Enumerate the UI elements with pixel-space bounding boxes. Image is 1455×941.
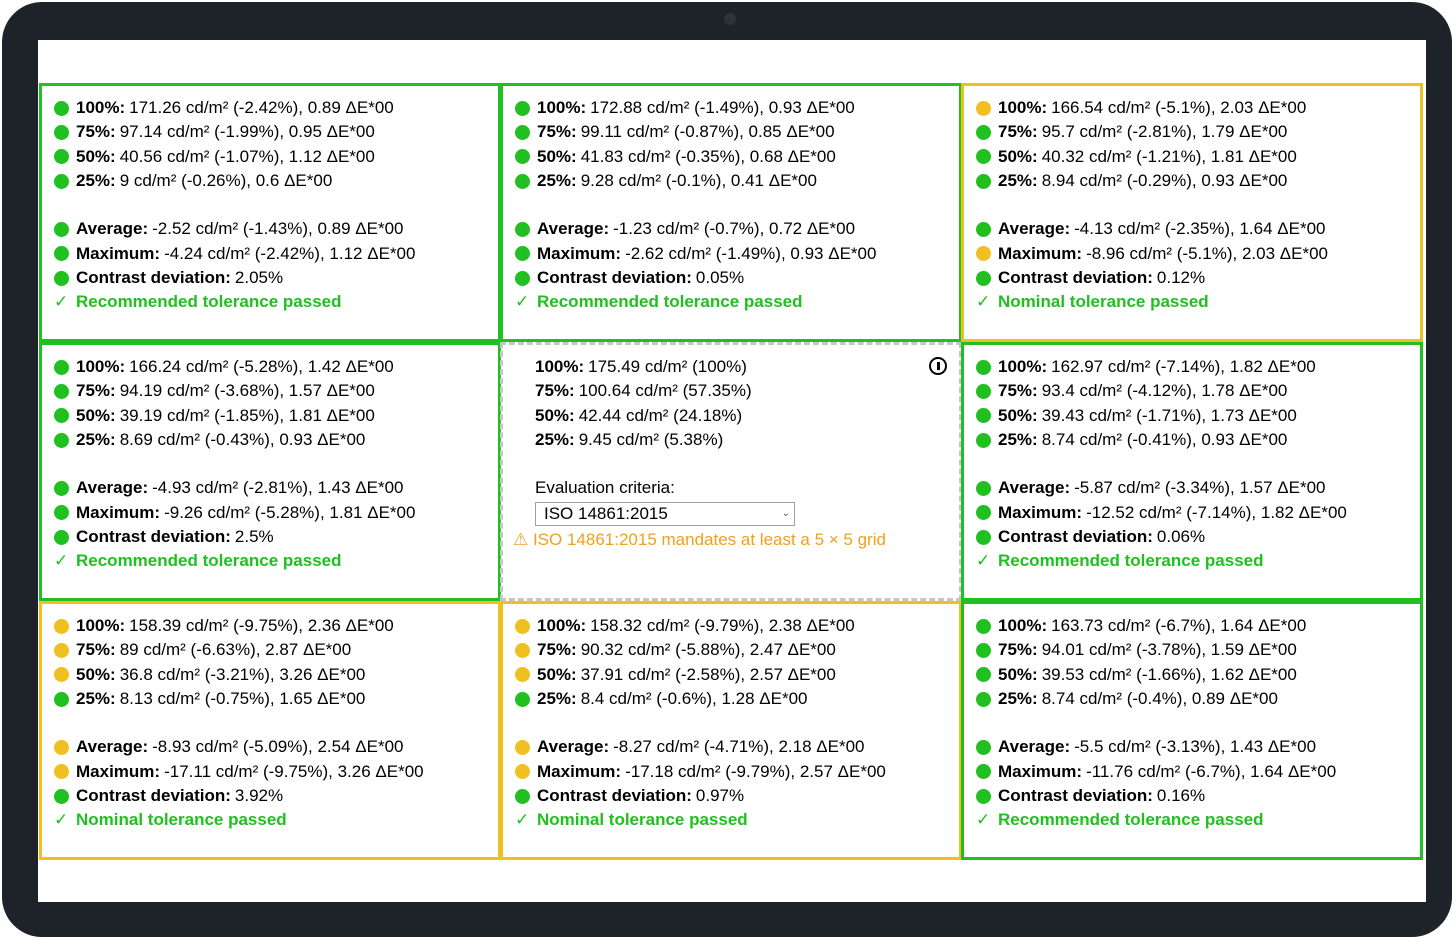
row-value: 162.97 cd/m² (-7.14%), 1.82 ΔE*00	[1051, 357, 1316, 376]
row-label: Average:	[998, 478, 1071, 498]
measurement-row	[54, 687, 488, 711]
measurement-row	[976, 379, 1410, 403]
status-dot-icon	[976, 764, 991, 779]
status-dot-icon	[976, 789, 991, 804]
status-dot-icon	[54, 360, 69, 375]
measurement-row	[976, 355, 1410, 379]
checkmark-icon: ✓	[976, 551, 991, 571]
measurement-row	[54, 501, 488, 525]
checkmark-icon: ✓	[515, 810, 530, 830]
status-dot-icon	[54, 643, 69, 658]
row-value: -8.93 cd/m² (-5.09%), 2.54 ΔE*00	[152, 737, 404, 757]
row-label: 100%:	[76, 616, 126, 635]
row-value: 175.49 cd/m² (100%)	[588, 357, 747, 376]
verdict-text: Recommended tolerance passed	[998, 810, 1264, 830]
status-dot-icon	[515, 740, 530, 755]
screen	[38, 40, 1426, 902]
measurement-row	[976, 760, 1410, 784]
status-dot-icon	[976, 384, 991, 399]
row-label: 25%:	[998, 688, 1038, 708]
row-value: 2.5%	[234, 527, 274, 547]
measurement-row	[54, 735, 488, 759]
measurement-row	[976, 120, 1410, 144]
row-value: 94.19 cd/m² (-3.68%), 1.57 ΔE*00	[119, 381, 375, 401]
row-value: 158.32 cd/m² (-9.79%), 2.38 ΔE*00	[590, 616, 855, 635]
row-value: 93.4 cd/m² (-4.12%), 1.78 ΔE*00	[1041, 381, 1288, 401]
row-value: -17.18 cd/m² (-9.79%), 2.57 ΔE*00	[625, 761, 886, 781]
measurement-row	[54, 614, 488, 638]
tolerance-verdict	[976, 808, 1410, 832]
measurement-row	[515, 120, 949, 144]
status-dot-icon	[976, 222, 991, 237]
spacer	[515, 711, 949, 735]
row-label: Maximum:	[998, 502, 1083, 522]
status-dot-icon	[54, 692, 69, 707]
row-label: Average:	[76, 737, 149, 757]
status-dot-icon	[976, 740, 991, 755]
status-dot-icon	[54, 667, 69, 682]
measurement-row	[976, 525, 1410, 549]
status-dot-icon	[515, 619, 530, 634]
measurement-row	[535, 379, 949, 403]
row-label: 100%:	[537, 616, 587, 635]
row-label: Average:	[998, 219, 1071, 239]
row-value: 8.74 cd/m² (-0.41%), 0.93 ΔE*00	[1041, 429, 1288, 449]
row-label: Contrast deviation:	[537, 268, 692, 288]
row-label: Maximum:	[76, 243, 161, 263]
row-value: 0.97%	[695, 786, 745, 806]
status-dot-icon	[54, 481, 69, 496]
measurement-row	[976, 476, 1410, 500]
status-dot-icon	[54, 101, 69, 116]
status-dot-icon	[976, 692, 991, 707]
row-label: 50%:	[76, 664, 116, 684]
row-value: 39.53 cd/m² (-1.66%), 1.62 ΔE*00	[1041, 664, 1297, 684]
row-value: -8.96 cd/m² (-5.1%), 2.03 ΔE*00	[1086, 243, 1328, 263]
measurement-row	[515, 663, 949, 687]
status-dot-icon	[976, 101, 991, 116]
row-value: 172.88 cd/m² (-1.49%), 0.93 ΔE*00	[590, 98, 855, 117]
row-value: 40.32 cd/m² (-1.21%), 1.81 ΔE*00	[1041, 146, 1297, 166]
row-label: Average:	[998, 737, 1071, 757]
uniformity-cell-top-center	[500, 83, 962, 342]
row-label: 25%:	[998, 170, 1038, 190]
row-value: 8.74 cd/m² (-0.4%), 0.89 ΔE*00	[1041, 688, 1278, 708]
uniformity-cell-bottom-center	[500, 601, 962, 860]
uniformity-cell-middle-right	[961, 342, 1423, 601]
status-dot-icon	[515, 692, 530, 707]
row-value: 94.01 cd/m² (-3.78%), 1.59 ΔE*00	[1041, 640, 1297, 660]
row-label: 100%:	[998, 357, 1048, 376]
status-dot-icon	[54, 408, 69, 423]
row-value: -8.27 cd/m² (-4.71%), 2.18 ΔE*00	[613, 737, 865, 757]
status-dot-icon	[515, 764, 530, 779]
checkmark-icon: ✓	[54, 292, 69, 312]
status-dot-icon	[976, 408, 991, 423]
status-dot-icon	[515, 789, 530, 804]
row-label: Maximum:	[76, 761, 161, 781]
verdict-text: Recommended tolerance passed	[537, 292, 803, 312]
row-label: Average:	[537, 737, 610, 757]
status-dot-icon	[54, 174, 69, 189]
row-label: Contrast deviation:	[998, 268, 1153, 288]
row-label: 50%:	[76, 146, 116, 166]
measurement-row	[976, 404, 1410, 428]
measurement-row	[976, 614, 1410, 638]
measurement-row	[515, 638, 949, 662]
status-dot-icon	[515, 125, 530, 140]
measurement-row	[976, 663, 1410, 687]
measurement-row	[54, 242, 488, 266]
verdict-text: Recommended tolerance passed	[998, 551, 1264, 571]
row-label: 100%:	[535, 357, 585, 376]
verdict-text: Nominal tolerance passed	[998, 292, 1209, 312]
row-label: 75%:	[537, 640, 577, 660]
row-value: 90.32 cd/m² (-5.88%), 2.47 ΔE*00	[580, 640, 836, 660]
row-value: -5.87 cd/m² (-3.34%), 1.57 ΔE*00	[1074, 478, 1326, 498]
measurement-row	[54, 404, 488, 428]
row-label: 25%:	[76, 170, 116, 190]
measurement-row	[515, 760, 949, 784]
row-value: -5.5 cd/m² (-3.13%), 1.43 ΔE*00	[1074, 737, 1317, 757]
row-value: 95.7 cd/m² (-2.81%), 1.79 ΔE*00	[1041, 122, 1288, 142]
row-value: 0.05%	[695, 268, 745, 288]
row-label: 100%:	[998, 616, 1048, 635]
row-value: -9.26 cd/m² (-5.28%), 1.81 ΔE*00	[164, 502, 416, 522]
row-label: Average:	[76, 478, 149, 498]
status-dot-icon	[976, 246, 991, 261]
status-dot-icon	[976, 643, 991, 658]
status-dot-icon	[54, 433, 69, 448]
row-label: 50%:	[535, 405, 575, 425]
row-label: 100%:	[537, 98, 587, 117]
row-label: Contrast deviation:	[998, 527, 1153, 547]
verdict-text: Recommended tolerance passed	[76, 551, 342, 571]
tolerance-verdict	[515, 808, 949, 832]
row-value: -4.93 cd/m² (-2.81%), 1.43 ΔE*00	[152, 478, 404, 498]
row-value: 42.44 cd/m² (24.18%)	[578, 405, 743, 425]
row-value: -17.11 cd/m² (-9.75%), 3.26 ΔE*00	[164, 761, 424, 781]
status-dot-icon	[515, 643, 530, 658]
tolerance-verdict	[515, 290, 949, 314]
row-label: 25%:	[76, 688, 116, 708]
row-value: 39.19 cd/m² (-1.85%), 1.81 ΔE*00	[119, 405, 375, 425]
row-value: 89 cd/m² (-6.63%), 2.87 ΔE*00	[119, 640, 352, 660]
row-label: Contrast deviation:	[76, 527, 231, 547]
tablet-frame	[2, 2, 1452, 937]
checkmark-icon: ✓	[515, 292, 530, 312]
row-label: 75%:	[998, 381, 1038, 401]
info-icon[interactable]	[929, 357, 947, 375]
measurement-row	[54, 428, 488, 452]
row-label: 25%:	[998, 429, 1038, 449]
status-dot-icon	[976, 433, 991, 448]
row-value: 9.45 cd/m² (5.38%)	[578, 429, 724, 449]
checkmark-icon: ✓	[976, 292, 991, 312]
verdict-text: Nominal tolerance passed	[537, 810, 748, 830]
measurement-row	[976, 784, 1410, 808]
status-dot-icon	[976, 481, 991, 496]
status-dot-icon	[515, 101, 530, 116]
status-dot-icon	[515, 667, 530, 682]
measurement-row	[976, 687, 1410, 711]
status-dot-icon	[54, 125, 69, 140]
row-label: 75%:	[998, 640, 1038, 660]
row-value: 37.91 cd/m² (-2.58%), 2.57 ΔE*00	[580, 664, 836, 684]
verdict-text: Recommended tolerance passed	[76, 292, 342, 312]
reference-cell-center	[500, 342, 962, 601]
row-label: Maximum:	[537, 761, 622, 781]
status-dot-icon	[976, 505, 991, 520]
row-value: 163.73 cd/m² (-6.7%), 1.64 ΔE*00	[1051, 616, 1307, 635]
status-dot-icon	[54, 740, 69, 755]
row-value: -2.52 cd/m² (-1.43%), 0.89 ΔE*00	[152, 219, 404, 239]
status-dot-icon	[54, 505, 69, 520]
spacer	[976, 193, 1410, 217]
row-value: 8.4 cd/m² (-0.6%), 1.28 ΔE*00	[580, 688, 808, 708]
measurement-row	[54, 169, 488, 193]
row-label: Average:	[537, 219, 610, 239]
row-value: 8.94 cd/m² (-0.29%), 0.93 ΔE*00	[1041, 170, 1288, 190]
spacer	[976, 711, 1410, 735]
measurement-row	[976, 169, 1410, 193]
status-dot-icon	[515, 174, 530, 189]
measurement-row	[515, 735, 949, 759]
measurement-row	[976, 735, 1410, 759]
row-label: Maximum:	[537, 243, 622, 263]
status-dot-icon	[976, 125, 991, 140]
measurement-row	[54, 355, 488, 379]
row-label: 25%:	[537, 688, 577, 708]
row-value: 39.43 cd/m² (-1.71%), 1.73 ΔE*00	[1041, 405, 1297, 425]
row-value: 0.16%	[1156, 786, 1206, 806]
status-dot-icon	[976, 271, 991, 286]
row-value: 41.83 cd/m² (-0.35%), 0.68 ΔE*00	[580, 146, 836, 166]
status-dot-icon	[54, 764, 69, 779]
tolerance-verdict	[54, 808, 488, 832]
row-label: 75%:	[537, 122, 577, 142]
uniformity-cell-middle-left	[39, 342, 501, 601]
spacer	[515, 193, 949, 217]
status-dot-icon	[515, 149, 530, 164]
status-dot-icon	[976, 149, 991, 164]
row-value: 2.05%	[234, 268, 284, 288]
row-label: 50%:	[998, 405, 1038, 425]
measurement-row	[976, 96, 1410, 120]
status-dot-icon	[54, 271, 69, 286]
row-value: 8.13 cd/m² (-0.75%), 1.65 ΔE*00	[119, 688, 366, 708]
measurement-row	[515, 96, 949, 120]
evaluation-criteria-label: Evaluation criteria:	[535, 478, 675, 498]
status-dot-icon	[515, 271, 530, 286]
row-value: 97.14 cd/m² (-1.99%), 0.95 ΔE*00	[119, 122, 375, 142]
row-label: 75%:	[76, 640, 116, 660]
measurement-row	[54, 379, 488, 403]
evaluation-criteria-select[interactable]	[535, 502, 795, 526]
status-dot-icon	[976, 360, 991, 375]
tolerance-verdict	[976, 290, 1410, 314]
spacer	[976, 452, 1410, 476]
row-label: 100%:	[76, 98, 126, 117]
row-label: 75%:	[535, 381, 575, 401]
row-value: 158.39 cd/m² (-9.75%), 2.36 ΔE*00	[129, 616, 394, 635]
status-dot-icon	[54, 619, 69, 634]
tolerance-verdict	[54, 549, 488, 573]
measurement-row	[54, 525, 488, 549]
row-value: 9.28 cd/m² (-0.1%), 0.41 ΔE*00	[580, 170, 817, 190]
measurement-row	[515, 687, 949, 711]
measurement-row	[976, 145, 1410, 169]
row-label: 25%:	[537, 170, 577, 190]
measurement-row	[54, 638, 488, 662]
status-dot-icon	[515, 222, 530, 237]
tolerance-verdict	[976, 549, 1410, 573]
row-label: 75%:	[998, 122, 1038, 142]
status-dot-icon	[54, 530, 69, 545]
row-label: 50%:	[537, 664, 577, 684]
status-dot-icon	[976, 174, 991, 189]
measurement-row	[54, 266, 488, 290]
checkmark-icon: ✓	[54, 810, 69, 830]
measurement-row	[515, 217, 949, 241]
measurement-row	[515, 242, 949, 266]
row-label: Contrast deviation:	[537, 786, 692, 806]
row-label: 75%:	[76, 381, 116, 401]
measurement-row	[515, 614, 949, 638]
row-label: Contrast deviation:	[76, 786, 231, 806]
status-dot-icon	[54, 246, 69, 261]
measurement-row	[54, 784, 488, 808]
row-value: -1.23 cd/m² (-0.7%), 0.72 ΔE*00	[613, 219, 856, 239]
row-value: -11.76 cd/m² (-6.7%), 1.64 ΔE*00	[1086, 761, 1337, 781]
checkmark-icon: ✓	[976, 810, 991, 830]
row-label: Average:	[76, 219, 149, 239]
uniformity-cell-bottom-left	[39, 601, 501, 860]
row-value: 9 cd/m² (-0.26%), 0.6 ΔE*00	[119, 170, 333, 190]
spacer	[54, 452, 488, 476]
measurement-row	[515, 169, 949, 193]
camera-icon	[724, 13, 736, 25]
row-value: 166.54 cd/m² (-5.1%), 2.03 ΔE*00	[1051, 98, 1307, 117]
row-value: 0.12%	[1156, 268, 1206, 288]
row-label: Contrast deviation:	[998, 786, 1153, 806]
checkmark-icon: ✓	[54, 551, 69, 571]
measurement-row	[515, 266, 949, 290]
row-label: 100%:	[998, 98, 1048, 117]
row-label: 100%:	[76, 357, 126, 376]
row-value: 99.11 cd/m² (-0.87%), 0.85 ΔE*00	[580, 122, 835, 142]
row-label: 50%:	[76, 405, 116, 425]
measurement-row	[976, 638, 1410, 662]
status-dot-icon	[976, 619, 991, 634]
measurement-row	[54, 217, 488, 241]
measurement-row	[535, 428, 949, 452]
row-label: Maximum:	[998, 243, 1083, 263]
row-label: Maximum:	[998, 761, 1083, 781]
row-value: 36.8 cd/m² (-3.21%), 3.26 ΔE*00	[119, 664, 366, 684]
verdict-text: Nominal tolerance passed	[76, 810, 287, 830]
status-dot-icon	[54, 789, 69, 804]
row-value: -4.13 cd/m² (-2.35%), 1.64 ΔE*00	[1074, 219, 1326, 239]
status-dot-icon	[976, 530, 991, 545]
measurement-row	[976, 428, 1410, 452]
tolerance-verdict	[54, 290, 488, 314]
status-dot-icon	[54, 222, 69, 237]
status-dot-icon	[54, 149, 69, 164]
row-value: 166.24 cd/m² (-5.28%), 1.42 ΔE*00	[129, 357, 394, 376]
status-dot-icon	[976, 667, 991, 682]
measurement-row	[54, 760, 488, 784]
chevron-down-icon: ⌄	[781, 508, 790, 520]
row-value: -2.62 cd/m² (-1.49%), 0.93 ΔE*00	[625, 243, 877, 263]
measurement-row	[976, 242, 1410, 266]
status-dot-icon	[54, 384, 69, 399]
row-value: -4.24 cd/m² (-2.42%), 1.12 ΔE*00	[164, 243, 416, 263]
spacer	[54, 193, 488, 217]
row-value: 171.26 cd/m² (-2.42%), 0.89 ΔE*00	[129, 98, 394, 117]
uniformity-cell-bottom-right	[961, 601, 1423, 860]
row-value: 0.06%	[1156, 527, 1206, 547]
row-label: 25%:	[535, 429, 575, 449]
measurement-row	[54, 476, 488, 500]
evaluation-criteria-value: ISO 14861:2015	[544, 504, 668, 524]
measurement-row	[535, 355, 949, 379]
row-value: 40.56 cd/m² (-1.07%), 1.12 ΔE*00	[119, 146, 375, 166]
row-label: 50%:	[998, 146, 1038, 166]
measurement-row	[976, 501, 1410, 525]
measurement-row	[54, 96, 488, 120]
row-label: 50%:	[537, 146, 577, 166]
row-value: -12.52 cd/m² (-7.14%), 1.82 ΔE*00	[1086, 502, 1347, 522]
measurement-row	[515, 784, 949, 808]
measurement-row	[515, 145, 949, 169]
status-dot-icon	[515, 246, 530, 261]
measurement-row	[54, 120, 488, 144]
uniformity-cell-top-left	[39, 83, 501, 342]
measurement-row	[54, 145, 488, 169]
spacer	[54, 711, 488, 735]
grid-warning-text: ⚠ ISO 14861:2015 mandates at least a 5 × 5 grid	[513, 530, 886, 550]
measurement-row	[976, 266, 1410, 290]
uniformity-cell-top-right	[961, 83, 1423, 342]
measurement-row	[54, 663, 488, 687]
measurement-row	[976, 217, 1410, 241]
row-value: 8.69 cd/m² (-0.43%), 0.93 ΔE*00	[119, 429, 366, 449]
row-label: Contrast deviation:	[76, 268, 231, 288]
row-label: 50%:	[998, 664, 1038, 684]
measurement-row	[535, 404, 949, 428]
row-label: 75%:	[76, 122, 116, 142]
row-value: 100.64 cd/m² (57.35%)	[578, 381, 752, 401]
row-label: Maximum:	[76, 502, 161, 522]
row-label: 25%:	[76, 429, 116, 449]
row-value: 3.92%	[234, 786, 284, 806]
